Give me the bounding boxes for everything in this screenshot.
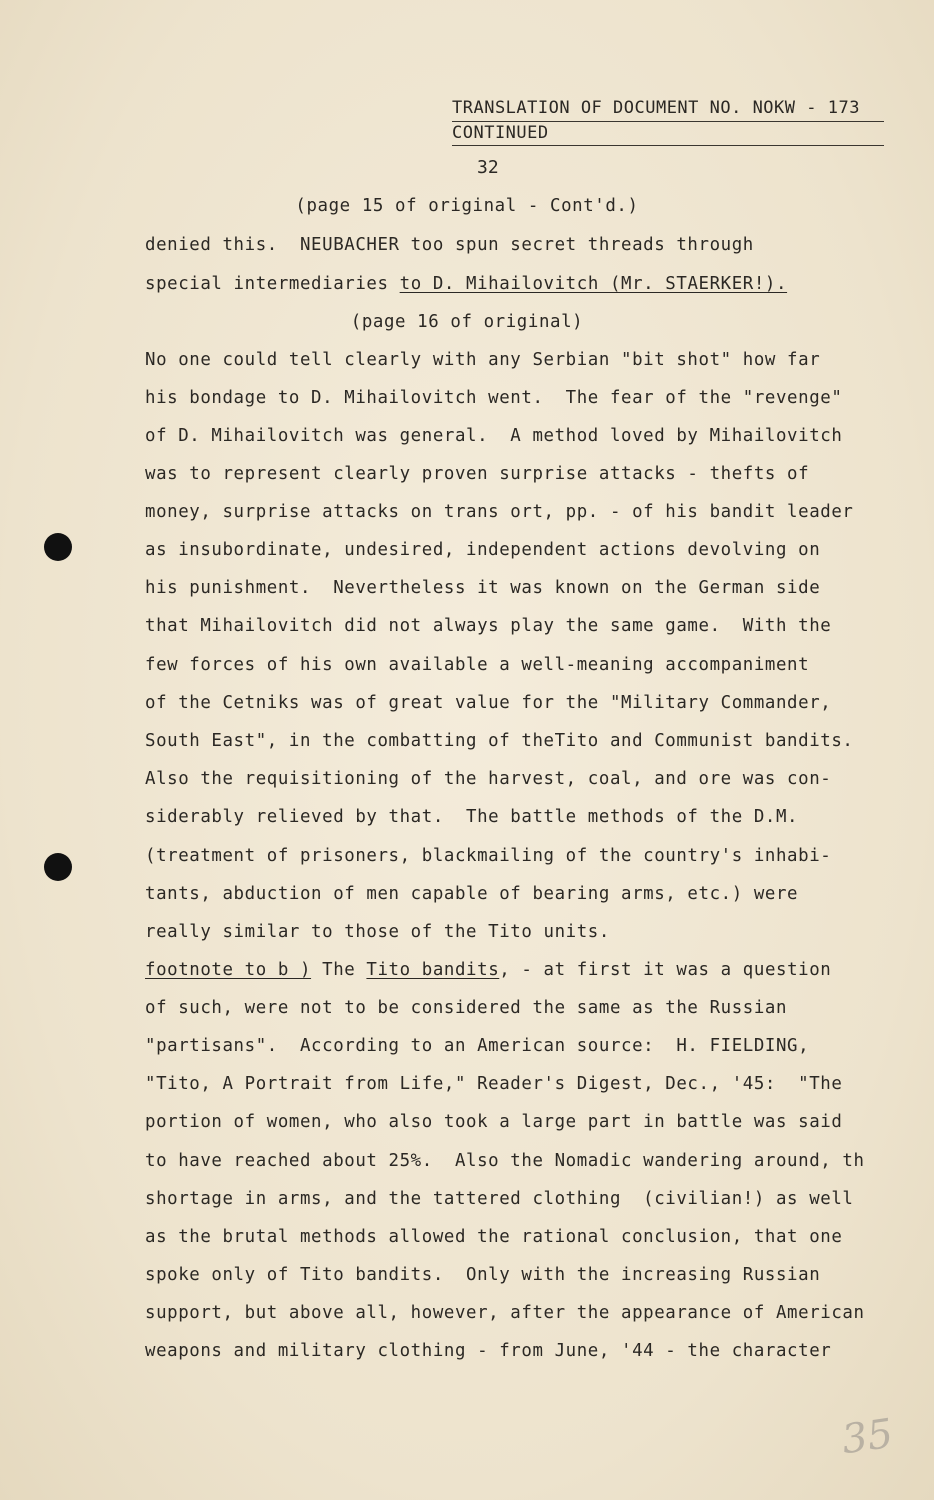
body-line xyxy=(145,273,787,295)
body-line: portion of women, who also took a large part in battle was said xyxy=(145,1112,843,1132)
footnote-line xyxy=(145,959,831,981)
document-header xyxy=(452,97,884,146)
body-line: his bondage to D. Mihailovitch went. The fear of the "revenge" xyxy=(145,388,843,408)
body-text: special intermediaries xyxy=(145,274,400,294)
body-line: as the brutal methods allowed the rational conclusion, that one xyxy=(145,1227,843,1247)
body-line: spoke only of Tito bandits. Only with the increasing Russian xyxy=(145,1265,821,1285)
body-line: denied this. NEUBACHER too spun secret threads through xyxy=(145,235,754,255)
body-line: tants, abduction of men capable of bearing arms, etc.) were xyxy=(145,884,799,904)
page-number: 32 xyxy=(477,157,499,178)
body-line: really similar to those of the Tito units. xyxy=(145,922,610,942)
body-line: "Tito, A Portrait from Life," Reader's Digest, Dec., '45: "The xyxy=(145,1074,843,1094)
underlined-text: to D. Mihailovitch (Mr. STAERKER!). xyxy=(399,274,788,294)
body-line: of the Cetniks was of great value for the "Military Commander, xyxy=(145,693,832,713)
body-line: support, but above all, however, after the appearance of American xyxy=(145,1303,865,1323)
body-line: that Mihailovitch did not always play the same game. With the xyxy=(145,616,832,636)
footnote-label: footnote to b ) xyxy=(145,960,312,980)
body-line: "partisans". According to an American source: H. FIELDING, xyxy=(145,1036,810,1056)
body-text: , - at first it was a question xyxy=(499,960,832,980)
body-line: siderably relieved by that. The battle methods of the D.M. xyxy=(145,807,799,827)
body-line: shortage in arms, and the tattered clothing (civilian!) as well xyxy=(145,1189,854,1209)
body-text: The xyxy=(311,960,367,980)
page-note-original-16: (page 16 of original) xyxy=(350,312,584,332)
handwritten-page-mark: 35 xyxy=(839,1410,896,1464)
underlined-text: Tito bandits xyxy=(366,960,500,980)
header-continued: CONTINUED xyxy=(452,122,884,146)
body-line: Also the requisitioning of the harvest, coal, and ore was con- xyxy=(145,769,832,789)
body-line: money, surprise attacks on trans ort, pp. - of his bandit leader xyxy=(145,502,854,522)
body-line: No one could tell clearly with any Serbian "bit shot" how far xyxy=(145,350,821,370)
body-line: of D. Mihailovitch was general. A method loved by Mihailovitch xyxy=(145,426,843,446)
body-line: of such, were not to be considered the same as the Russian xyxy=(145,998,788,1018)
body-line: his punishment. Nevertheless it was known on the German side xyxy=(145,578,821,598)
body-line: as insubordinate, undesired, independent actions devolving on xyxy=(145,540,821,560)
body-line: weapons and military clothing - from June, '44 - the character xyxy=(145,1341,832,1361)
body-line: (treatment of prisoners, blackmailing of the country's inhabi- xyxy=(145,846,832,866)
body-line: few forces of his own available a well-meaning accompaniment xyxy=(145,655,810,675)
punch-hole-icon xyxy=(44,853,72,881)
page-note-original-15: (page 15 of original - Cont'd.) xyxy=(295,196,639,216)
body-line: to have reached about 25%. Also the Nomadic wandering around, th xyxy=(145,1151,865,1171)
body-line: South East", in the combatting of theTito and Communist bandits. xyxy=(145,731,854,751)
header-title: TRANSLATION OF DOCUMENT NO. NOKW - 173 xyxy=(452,97,884,122)
punch-hole-icon xyxy=(44,533,72,561)
body-line: was to represent clearly proven surprise attacks - thefts of xyxy=(145,464,810,484)
